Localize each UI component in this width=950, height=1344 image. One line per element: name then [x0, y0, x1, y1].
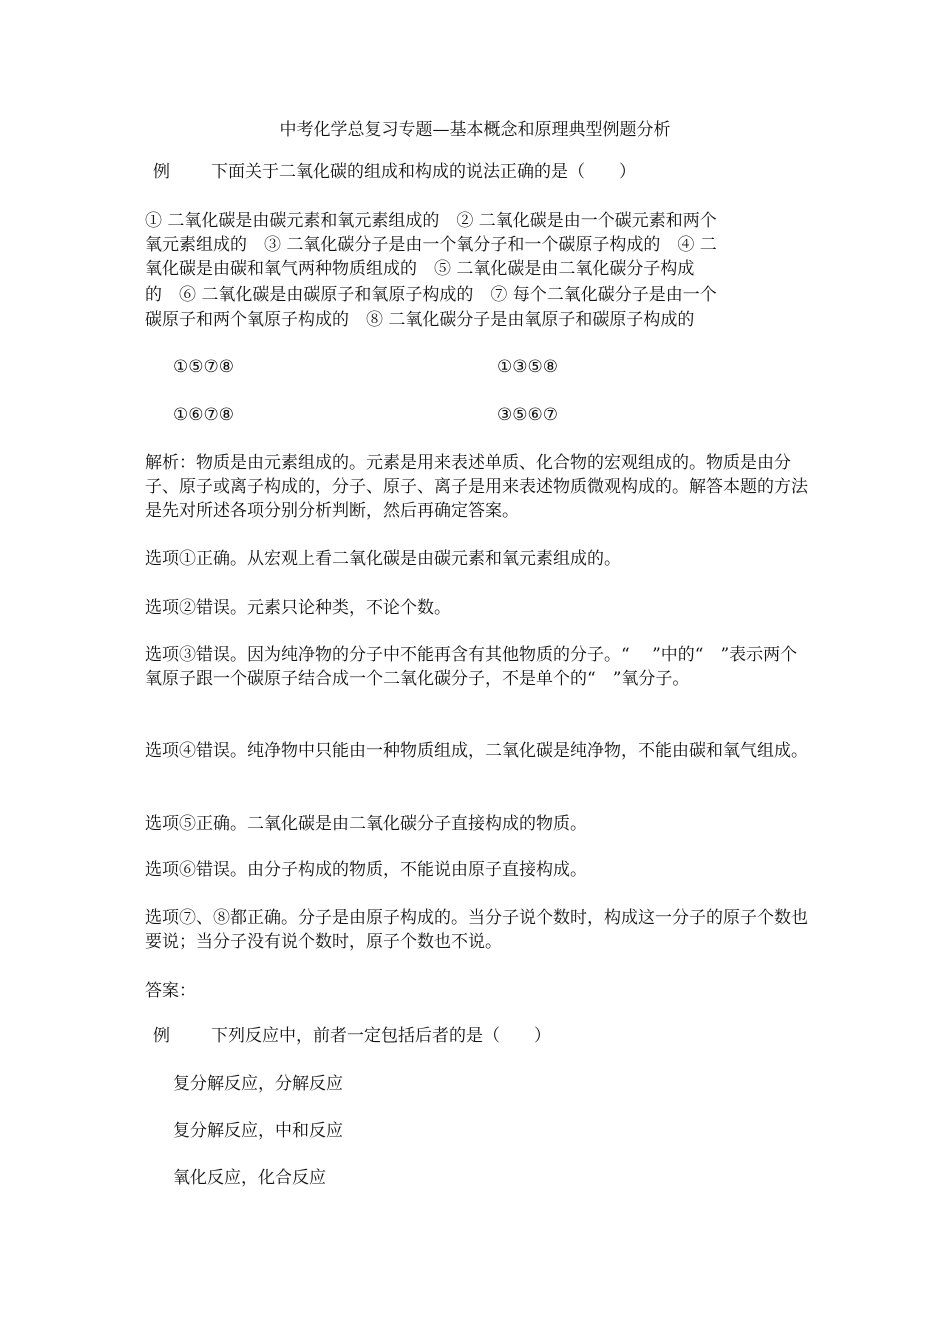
- choice-b: ①③⑤⑧: [497, 357, 558, 377]
- analysis-intro: 解析：物质是由元素组成的。元素是用来表述单质、化合物的宏观组成的。物质是由分子、原子或离子构成的，分子、原子、离子是用来表述物质微观构成的。解答本题的方法是先对所述各项分别分析判断，然后再确定答案。: [145, 453, 808, 521]
- question-1-label: 例: [153, 162, 170, 182]
- answer-label: 答案：: [145, 981, 196, 1001]
- analysis-option-1: 选项①正确。从宏观上看二氧化碳是由碳元素和氧元素组成的。: [145, 549, 621, 569]
- q2-choice-a: 复分解反应，分解反应: [173, 1074, 343, 1094]
- analysis-option-3: 选项③错误。因为纯净物的分子中不能再含有其他物质的分子。“ ”中的“ ”表示两个氧原子跟一个碳原子结合成一个二氧化碳分子，不是单个的“ ”氧分子。: [145, 645, 798, 689]
- analysis-option-2: 选项②错误。元素只论种类，不论个数。: [145, 598, 451, 618]
- q2-choice-b: 复分解反应，中和反应: [173, 1121, 343, 1141]
- analysis-option-7-8: 选项⑦、⑧都正确。分子是由原子构成的。当分子说个数时，构成这一分子的原子个数也要说；当分子没有说个数时，原子个数也不说。: [145, 908, 808, 952]
- analysis-option-6: 选项⑥错误。由分子构成的物质，不能说由原子直接构成。: [145, 860, 587, 880]
- statement-line: 碳原子和两个氧原子构成的 ⑧ 二氧化碳分子是由氧原子和碳原子构成的: [145, 310, 695, 330]
- question-2-text: 下列反应中，前者一定包括后者的是（ ）: [211, 1026, 551, 1046]
- analysis-option-4: 选项④错误。纯净物中只能由一种物质组成，二氧化碳是纯净物，不能由碳和氧气组成。: [145, 741, 808, 761]
- choice-d: ③⑤⑥⑦: [497, 405, 558, 425]
- question-1-stem: [153, 160, 818, 184]
- choice-c: ①⑥⑦⑧: [173, 405, 234, 425]
- statement-line: 的 ⑥ 二氧化碳是由碳原子和氧原子构成的 ⑦ 每个二氧化碳分子是由一个: [145, 285, 717, 305]
- statement-line: ① 二氧化碳是由碳元素和氧元素组成的 ② 二氧化碳是由一个碳元素和两个: [145, 211, 717, 231]
- statement-line: 氧化碳是由碳和氧气两种物质组成的 ⑤ 二氧化碳是由二氧化碳分子构成: [145, 259, 695, 279]
- question-1-text: 下面关于二氧化碳的组成和构成的说法正确的是（ ）: [211, 162, 636, 182]
- q2-choice-c: 氧化反应，化合反应: [173, 1168, 326, 1188]
- analysis-option-5: 选项⑤正确。二氧化碳是由二氧化碳分子直接构成的物质。: [145, 814, 587, 834]
- statement-line: 氧元素组成的 ③ 二氧化碳分子是由一个氧分子和一个碳原子构成的 ④ 二: [145, 235, 717, 255]
- question-2-stem: [153, 1024, 818, 1048]
- question-2-label: 例: [153, 1026, 170, 1046]
- choice-a: ①⑤⑦⑧: [173, 357, 234, 377]
- document-title: 中考化学总复习专题—基本概念和原理典型例题分析: [279, 120, 671, 140]
